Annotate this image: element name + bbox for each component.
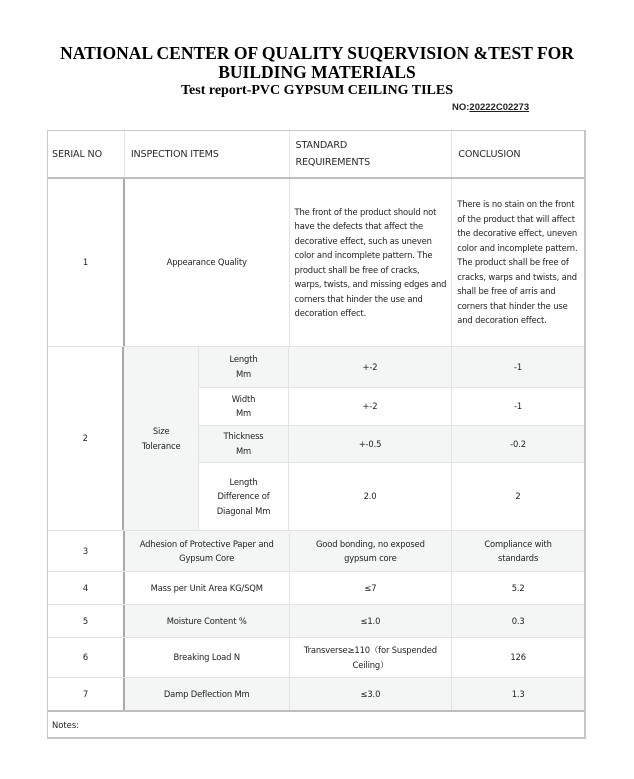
table-row-size-tolerance <box>48 347 584 531</box>
inspection-item-cell: Mass per Unit Area KG/SQM <box>125 572 290 604</box>
requirement-cell: +-0.5 <box>289 426 452 463</box>
requirement-cell: Transverse≥110（for Suspended Ceiling） <box>290 638 453 677</box>
inspection-item-cell: Size Tolerance <box>124 347 199 530</box>
serial-cell: 4 <box>48 572 125 604</box>
table-row <box>48 572 584 605</box>
size-tolerance-subitems <box>199 347 584 530</box>
column-header-serial: SERIAL NO <box>48 131 125 177</box>
subitem-row <box>199 388 584 426</box>
inspection-item-cell: Moisture Content % <box>125 605 290 637</box>
conclusion-cell: Compliance with standards <box>452 531 584 571</box>
table-row <box>48 678 584 712</box>
requirement-cell: +-2 <box>289 388 452 425</box>
report-number-label: NO: <box>452 102 470 113</box>
table-row <box>48 531 584 572</box>
notes-label: Notes: <box>52 719 80 730</box>
table-row <box>48 179 584 347</box>
column-header-standard-requirements: STANDARD REQUIREMENTS <box>290 131 453 177</box>
column-header-conclusion: CONCLUSION <box>458 148 521 160</box>
report-title-line2: BUILDING MATERIALS <box>218 62 416 82</box>
requirement-cell: ≤1.0 <box>290 605 453 637</box>
table-row <box>48 605 584 638</box>
subitem-name: Length Mm <box>199 347 289 387</box>
subitem-name: Thickness Mm <box>199 426 289 463</box>
serial-cell: 6 <box>48 638 125 677</box>
subitem-row <box>199 426 584 464</box>
conclusion-cell: -1 <box>513 361 523 372</box>
subitem-row <box>199 347 584 388</box>
conclusion-cell: There is no stain on the front of the product that will affect the decorative effect, uneven color and incomplete pattern. The product shall be free of cracks, warps and twists, and shall be free of arris and corners that hinder the use and decoration effect. <box>457 199 578 326</box>
report-number-value: 20222C02273 <box>469 102 530 113</box>
serial-cell: 7 <box>48 678 125 710</box>
conclusion-cell: 1.3 <box>452 678 584 710</box>
subitem-row <box>199 463 584 530</box>
inspection-item-cell: Adhesion of Protective Paper and Gypsum Core <box>125 531 290 571</box>
report-subtitle: Test report-PVC GYPSUM CEILING TILES <box>181 83 453 98</box>
inspection-item-cell: Damp Deflection Mm <box>125 678 290 710</box>
subitem-name: Width Mm <box>199 388 289 425</box>
conclusion-cell: 2 <box>515 491 521 502</box>
inspection-item-cell: Appearance Quality <box>125 179 290 346</box>
notes-row <box>48 712 584 737</box>
serial-cell: 1 <box>48 179 125 346</box>
conclusion-cell: -0.2 <box>510 438 526 449</box>
requirement-cell: Good bonding, no exposed gypsum core <box>290 531 453 571</box>
subitem-name: Length Difference of Diagonal Mm <box>199 463 289 530</box>
test-results-table <box>47 130 586 739</box>
inspection-item-cell: Breaking Load N <box>125 638 290 677</box>
requirement-cell: +-2 <box>289 347 452 387</box>
conclusion-cell: 5.2 <box>511 582 525 593</box>
serial-cell: 3 <box>48 531 125 571</box>
column-header-inspection-items: INSPECTION ITEMS <box>125 131 290 177</box>
report-number <box>452 102 529 113</box>
serial-cell: 5 <box>48 605 125 637</box>
serial-cell: 2 <box>48 347 124 530</box>
conclusion-cell: -1 <box>513 400 523 411</box>
conclusion-cell: 126 <box>510 652 526 663</box>
table-row <box>48 638 584 678</box>
requirement-cell: ≤3.0 <box>290 678 453 710</box>
requirement-cell: 2.0 <box>289 463 452 530</box>
table-header-row <box>48 131 584 179</box>
conclusion-cell: 0.3 <box>452 605 584 637</box>
requirement-cell: ≤7 <box>290 572 453 604</box>
report-title-line1: NATIONAL CENTER OF QUALITY SUQERVISION &TEST FOR <box>60 43 574 63</box>
requirement-cell: The front of the product should not have the defects that affect the decorative effect, such as uneven color and incomplete pattern. The product shall be free of cracks, warps, twists, and missing edges and corners that hinder the use and decoration effect. <box>290 179 453 346</box>
